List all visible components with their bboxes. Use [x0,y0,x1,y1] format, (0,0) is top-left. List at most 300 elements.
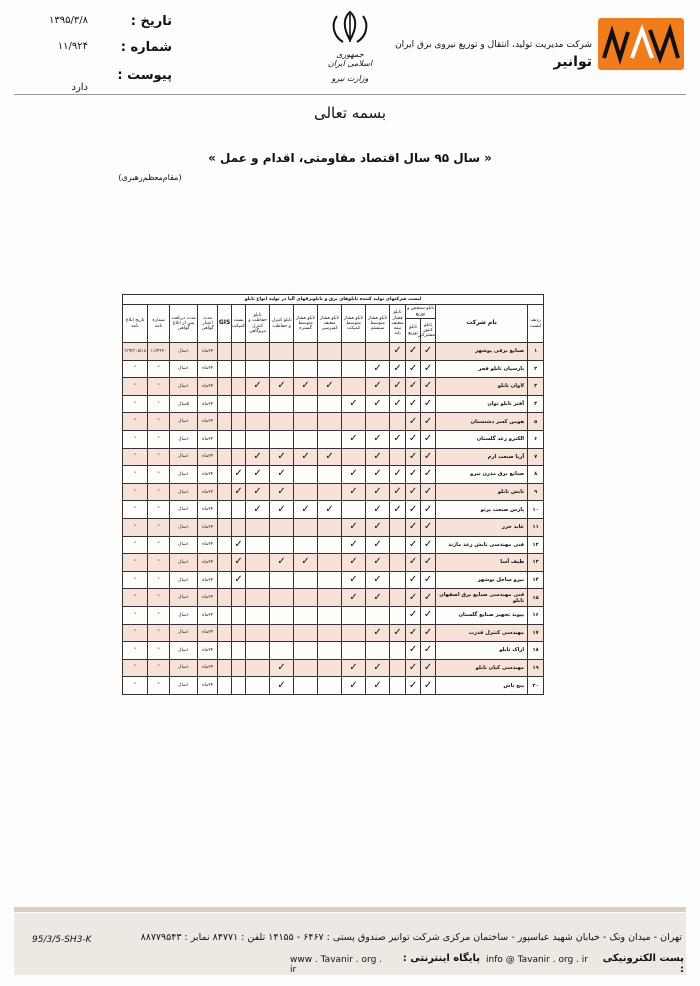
check-cell-c11 [218,343,232,361]
check-cell-c2: ✓ [406,659,421,677]
emblem-icon [323,10,377,44]
check-cell-c1: ✓ [421,466,436,484]
footer-address: تهران - میدان ونک - خیابان شهید عباسپور - ساختمان مرکزی شرکت توانیر صندوق پستی : ۶۴۶۷ - ۱۴۱۵۵ تلفن : ۸۴۷۷۱ نمابر : ۸۸۷۷۹۵۴۳ [140,932,682,943]
check-cell-c5 [342,413,366,431]
check-cell-c6 [318,606,342,624]
check-cell-c3 [390,606,406,624]
check-cell-c9: ✓ [246,448,270,466]
check-cell-c9 [246,589,270,607]
check-cell-c2: ✓ [406,360,421,378]
check-cell-c5: ✓ [342,430,366,448]
check-cell-c3: ✓ [390,395,406,413]
c15-cell: " [123,466,148,484]
company-name-cell: هومن کسز دشتستان [436,413,528,431]
check-cell-c1: ✓ [421,518,436,536]
table-row [123,360,544,378]
c12-cell: ۲۴ماه [198,343,218,361]
check-cell-c3: ✓ [390,501,406,519]
check-cell-c7 [294,659,318,677]
check-cell-c7 [294,642,318,660]
check-cell-c9 [246,624,270,642]
check-cell-c3: ✓ [390,343,406,361]
row-index-cell: ۱۹ [528,659,544,677]
c15-cell: " [123,589,148,607]
check-cell-c5 [342,378,366,396]
c12-cell: ۲۴ماه [198,395,218,413]
check-cell-c11 [218,554,232,572]
check-cell-c4: ✓ [366,624,390,642]
check-cell-c7 [294,430,318,448]
footer-email[interactable]: info @ Tavanir . org . ir [486,955,588,965]
company-name-cell: فنی مهندسی صنایع برق اصفهان تابلو [436,589,528,607]
check-cell-c6 [318,430,342,448]
check-cell-c7 [294,343,318,361]
check-cell-c8 [270,413,294,431]
c12-cell: ۲۴ماه [198,624,218,642]
company-name-cell: عابد خزر [436,518,528,536]
col-header-idx: ردیف لیست [528,305,544,343]
check-cell-c1: ✓ [421,483,436,501]
check-cell-c11 [218,518,232,536]
company-short-name: توانیر [553,54,592,70]
check-cell-c5: ✓ [342,677,366,695]
col-header-c1: تابلو کنتور مشترکین [421,319,436,343]
table-row [123,554,544,572]
check-cell-c8 [270,395,294,413]
check-cell-c3 [390,642,406,660]
c12-cell: ۲۴ماه [198,448,218,466]
col-header-c3: تابلو فشار ضعیف نیمه پایه [390,305,406,343]
footer-site-label: پایگاه اینترنتی : [402,953,480,964]
col-header-name: نام شرکت [436,305,528,343]
check-cell-c7 [294,395,318,413]
check-cell-c4: ✓ [366,589,390,607]
table-row [123,659,544,677]
check-cell-c8 [270,606,294,624]
col-header-c6: تابلو فشار ضعیف کمپرسی [318,305,342,343]
check-cell-c5: ✓ [342,518,366,536]
c12-cell: ۲۴ماه [198,642,218,660]
row-index-cell: ۱۵ [528,589,544,607]
c13-cell: ۱سال [170,483,198,501]
check-cell-c2: ✓ [406,343,421,361]
check-cell-c11 [218,378,232,396]
check-cell-c10: ✓ [232,466,246,484]
check-cell-c4 [366,413,390,431]
table-row [123,430,544,448]
check-cell-c2: ✓ [406,571,421,589]
tavanir-logo [598,18,684,70]
check-cell-c5: ✓ [342,466,366,484]
check-cell-c9 [246,536,270,554]
c14-cell: " [148,571,170,589]
check-cell-c10 [232,448,246,466]
table-row [123,413,544,431]
check-cell-c5 [342,642,366,660]
table-row [123,518,544,536]
c13-cell: ۱سال [170,448,198,466]
check-cell-c11 [218,413,232,431]
check-cell-c6 [318,395,342,413]
c15-cell: " [123,624,148,642]
c14-cell: " [148,677,170,695]
check-cell-c10 [232,501,246,519]
c15-cell: " [123,536,148,554]
check-cell-c1: ✓ [421,536,436,554]
check-cell-c10: ✓ [232,536,246,554]
check-cell-c8: ✓ [270,483,294,501]
check-cell-c8 [270,343,294,361]
check-cell-c10 [232,659,246,677]
check-cell-c1: ✓ [421,430,436,448]
c13-cell: ۱سال [170,642,198,660]
c14-cell: " [148,642,170,660]
check-cell-c9 [246,430,270,448]
c13-cell: ۱سال [170,606,198,624]
check-cell-c4: ✓ [366,571,390,589]
col-header-c5: تابلو فشار متوسط کمپکت [342,305,366,343]
check-cell-c2: ✓ [406,501,421,519]
manufacturers-table [122,294,544,695]
col-group-header: تابلو سنجش و توزیع [407,306,435,317]
check-cell-c6 [318,624,342,642]
check-cell-c2: ✓ [406,378,421,396]
c14-cell: " [148,448,170,466]
company-name-cell: مهندسی کیان تابلو [436,659,528,677]
row-index-cell: ۳ [528,378,544,396]
c15-cell: " [123,448,148,466]
c12-cell: ۲۴ماه [198,430,218,448]
emblem-line-2: وزارت نیرو [331,74,369,83]
check-cell-c5: ✓ [342,536,366,554]
check-cell-c6 [318,413,342,431]
check-cell-c11 [218,624,232,642]
c15-cell: " [123,642,148,660]
c13-cell: ۱سال [170,360,198,378]
c12-cell: ۲۴ماه [198,659,218,677]
check-cell-c8: ✓ [270,554,294,572]
c12-cell: ۲۴ماه [198,677,218,695]
check-cell-c11 [218,642,232,660]
check-cell-c8: ✓ [270,677,294,695]
check-cell-c4: ✓ [366,518,390,536]
check-cell-c5 [342,360,366,378]
check-cell-c3: ✓ [390,466,406,484]
check-cell-c5: ✓ [342,554,366,572]
check-cell-c7 [294,483,318,501]
check-cell-c2: ✓ [406,466,421,484]
c14-cell: " [148,606,170,624]
c13-cell: ۱سال [170,589,198,607]
check-cell-c7: ✓ [294,378,318,396]
c12-cell: ۲۴ماه [198,606,218,624]
c12-cell: ۲۴ماه [198,554,218,572]
check-cell-c10 [232,430,246,448]
check-cell-c10: ✓ [232,554,246,572]
check-cell-c4: ✓ [366,659,390,677]
check-cell-c5 [342,606,366,624]
check-cell-c2: ✓ [406,624,421,642]
company-name-cell: پنج تاش [436,677,528,695]
row-index-cell: ۹ [528,483,544,501]
row-index-cell: ۱۲ [528,536,544,554]
row-index-cell: ۷ [528,448,544,466]
col-header-c9: تابلو حفاظت و کنترل نیروگاهی [246,305,270,343]
row-index-cell: ۱۸ [528,642,544,660]
c13-cell: ۱سال [170,430,198,448]
header-divider [14,94,686,95]
check-cell-c3: ✓ [390,624,406,642]
table-row [123,606,544,624]
col-header-c10: پست کمپکت [232,305,246,343]
company-name-cell: اراک تابلو [436,642,528,660]
check-cell-c2: ✓ [406,395,421,413]
basmala: بسمه تعالی [313,104,387,122]
col-header-c13: مدت دریافت پس از ابلاغ گواهی [170,305,198,343]
check-cell-c9 [246,554,270,572]
check-cell-c1: ✓ [421,448,436,466]
check-cell-c6 [318,483,342,501]
c13-cell: ۱سال [170,343,198,361]
check-cell-c6 [318,466,342,484]
c12-cell: ۲۴ماه [198,501,218,519]
row-index-cell: ۱۷ [528,624,544,642]
c13-cell: ۵سال [170,395,198,413]
check-cell-c3 [390,413,406,431]
check-cell-c3: ✓ [390,378,406,396]
check-cell-c8 [270,624,294,642]
emblem-line-1: جمهوری اسلامی ایران [327,50,373,68]
check-cell-c1: ✓ [421,642,436,660]
check-cell-c10 [232,589,246,607]
company-name-cell: پارس صنعت پرتو [436,501,528,519]
attachment-value: دارد [71,82,88,93]
row-index-cell: ۲۰ [528,677,544,695]
check-cell-c7 [294,518,318,536]
c14-cell: " [148,413,170,431]
c12-cell: ۲۴ماه [198,466,218,484]
c14-cell: " [148,501,170,519]
check-cell-c9: ✓ [246,378,270,396]
check-cell-c3 [390,448,406,466]
check-cell-c1: ✓ [421,501,436,519]
check-cell-c1: ✓ [421,571,436,589]
c13-cell: ۱سال [170,413,198,431]
check-cell-c11 [218,448,232,466]
check-cell-c8: ✓ [270,378,294,396]
check-cell-c4: ✓ [366,536,390,554]
company-name-cell: صنایع برقی پوشهر [436,343,528,361]
check-cell-c3 [390,536,406,554]
check-cell-c9 [246,518,270,536]
check-cell-c9: ✓ [246,483,270,501]
c13-cell: ۱سال [170,677,198,695]
col-header-c12: مدت اعتبار گواهی [198,305,218,343]
check-cell-c8 [270,430,294,448]
c13-cell: ۱سال [170,378,198,396]
c15-cell: " [123,413,148,431]
check-cell-c7 [294,677,318,695]
check-cell-c4: ✓ [366,395,390,413]
c15-cell: " [123,501,148,519]
company-full-name: شرکت مدیریت تولید، انتقال و توزیع نیروی برق ایران [395,40,592,50]
c14-cell: " [148,360,170,378]
check-cell-c8 [270,642,294,660]
check-cell-c4: ✓ [366,448,390,466]
c15-cell: " [123,677,148,695]
check-cell-c10 [232,677,246,695]
c15-cell: " [123,430,148,448]
c12-cell: ۲۴ماه [198,518,218,536]
check-cell-c6 [318,536,342,554]
check-cell-c4 [366,606,390,624]
check-cell-c3 [390,659,406,677]
row-index-cell: ۱۳ [528,554,544,572]
check-cell-c2: ✓ [406,589,421,607]
table-row [123,571,544,589]
col-header-c15: تاریخ ابلاغ نامه [123,305,148,343]
check-cell-c9: ✓ [246,466,270,484]
slogan-source: (مقام‌معظم‌رهبری) [118,173,182,182]
row-index-cell: ۱۴ [528,571,544,589]
check-cell-c7 [294,571,318,589]
company-name-cell: تابش تابلو [436,483,528,501]
table-title: لیست شرکتهای تولید کننده تابلوهای برق و تابلوبرقهای آلیا در تولید انواع تابلو [123,295,544,305]
check-cell-c3 [390,677,406,695]
check-cell-c7 [294,536,318,554]
row-index-cell: ۱۱ [528,518,544,536]
check-cell-c6 [318,360,342,378]
check-cell-c11 [218,501,232,519]
check-cell-c6 [318,677,342,695]
company-name-cell: پارسیان تابلو فجر [436,360,528,378]
check-cell-c1: ✓ [421,677,436,695]
check-cell-c11 [218,571,232,589]
table-body [123,343,544,695]
check-cell-c3: ✓ [390,430,406,448]
check-cell-c3: ✓ [390,483,406,501]
check-cell-c10 [232,624,246,642]
row-index-cell: ۱۰ [528,501,544,519]
check-cell-c1: ✓ [421,606,436,624]
company-name-cell: طیف آسا [436,554,528,572]
c15-cell: " [123,659,148,677]
check-cell-c7 [294,360,318,378]
table-row [123,483,544,501]
c15-cell: " [123,360,148,378]
check-cell-c6 [318,343,342,361]
check-cell-c4: ✓ [366,466,390,484]
company-name-cell: فنی مهندسی تابش رعد ماژند [436,536,528,554]
check-cell-c11 [218,659,232,677]
check-cell-c11 [218,536,232,554]
col-header-c4: تابلو فشار متوسط سیستم [366,305,390,343]
c12-cell: ۲۴ماه [198,378,218,396]
check-cell-c8 [270,518,294,536]
table-row [123,677,544,695]
check-cell-c9 [246,360,270,378]
check-cell-c4: ✓ [366,360,390,378]
c15-cell: " [123,483,148,501]
c15-cell: ۱۳۹۳/۰۵/۱۸ [123,343,148,361]
c13-cell: ۱سال [170,571,198,589]
check-cell-c4: ✓ [366,501,390,519]
check-cell-c6 [318,571,342,589]
check-cell-c8 [270,536,294,554]
check-cell-c3: ✓ [390,360,406,378]
slogan: « سال ۹۵ سال اقتصاد مقاومتی، اقدام و عمل » [208,151,492,165]
check-cell-c10 [232,518,246,536]
check-cell-c8 [270,589,294,607]
company-name-cell: مهندسی کنترل قدرت [436,624,528,642]
row-index-cell: ۸ [528,466,544,484]
footer-site[interactable]: www . Tavanir . org . ir [290,955,382,975]
company-name-cell: نیرو ساحل بوشهر [436,571,528,589]
check-cell-c7 [294,413,318,431]
company-name-cell: آریا صنعت ارم [436,448,528,466]
c15-cell: " [123,378,148,396]
check-cell-c7: ✓ [294,448,318,466]
company-name-cell: لاوان تابلو [436,378,528,396]
check-cell-c5 [342,501,366,519]
c14-cell: " [148,378,170,396]
check-cell-c10 [232,360,246,378]
c13-cell: ۱سال [170,624,198,642]
check-cell-c2: ✓ [406,554,421,572]
check-cell-c6: ✓ [318,378,342,396]
check-cell-c10 [232,642,246,660]
c13-cell: ۱سال [170,554,198,572]
check-cell-c8: ✓ [270,501,294,519]
check-cell-c7 [294,466,318,484]
check-cell-c11 [218,430,232,448]
check-cell-c1: ✓ [421,624,436,642]
date-value: ۱۳۹۵/۳/۸ [49,15,88,26]
row-index-cell: ۴ [528,395,544,413]
check-cell-c5: ✓ [342,589,366,607]
check-cell-c5 [342,448,366,466]
check-cell-c5 [342,624,366,642]
c13-cell: ۱سال [170,501,198,519]
check-cell-c11 [218,360,232,378]
check-cell-c4 [366,343,390,361]
number-label: شماره : [120,40,172,55]
row-index-cell: ۲ [528,360,544,378]
c14-cell: " [148,554,170,572]
table-row [123,536,544,554]
check-cell-c9 [246,677,270,695]
c14-cell: " [148,466,170,484]
table-row [123,642,544,660]
number-value: ۱۱/۹۲۴ [57,41,88,52]
footer-divider [14,907,686,912]
check-cell-c4: ✓ [366,430,390,448]
c13-cell: ۱سال [170,659,198,677]
check-cell-c1: ✓ [421,395,436,413]
date-label: تاریخ : [130,14,172,29]
check-cell-c9 [246,343,270,361]
check-cell-c8: ✓ [270,466,294,484]
check-cell-c10 [232,606,246,624]
table-row [123,624,544,642]
c14-cell: " [148,659,170,677]
check-cell-c3 [390,589,406,607]
c14-cell: " [148,395,170,413]
c15-cell: " [123,518,148,536]
c14-cell: " [148,430,170,448]
check-cell-c1: ✓ [421,589,436,607]
check-cell-c6 [318,659,342,677]
